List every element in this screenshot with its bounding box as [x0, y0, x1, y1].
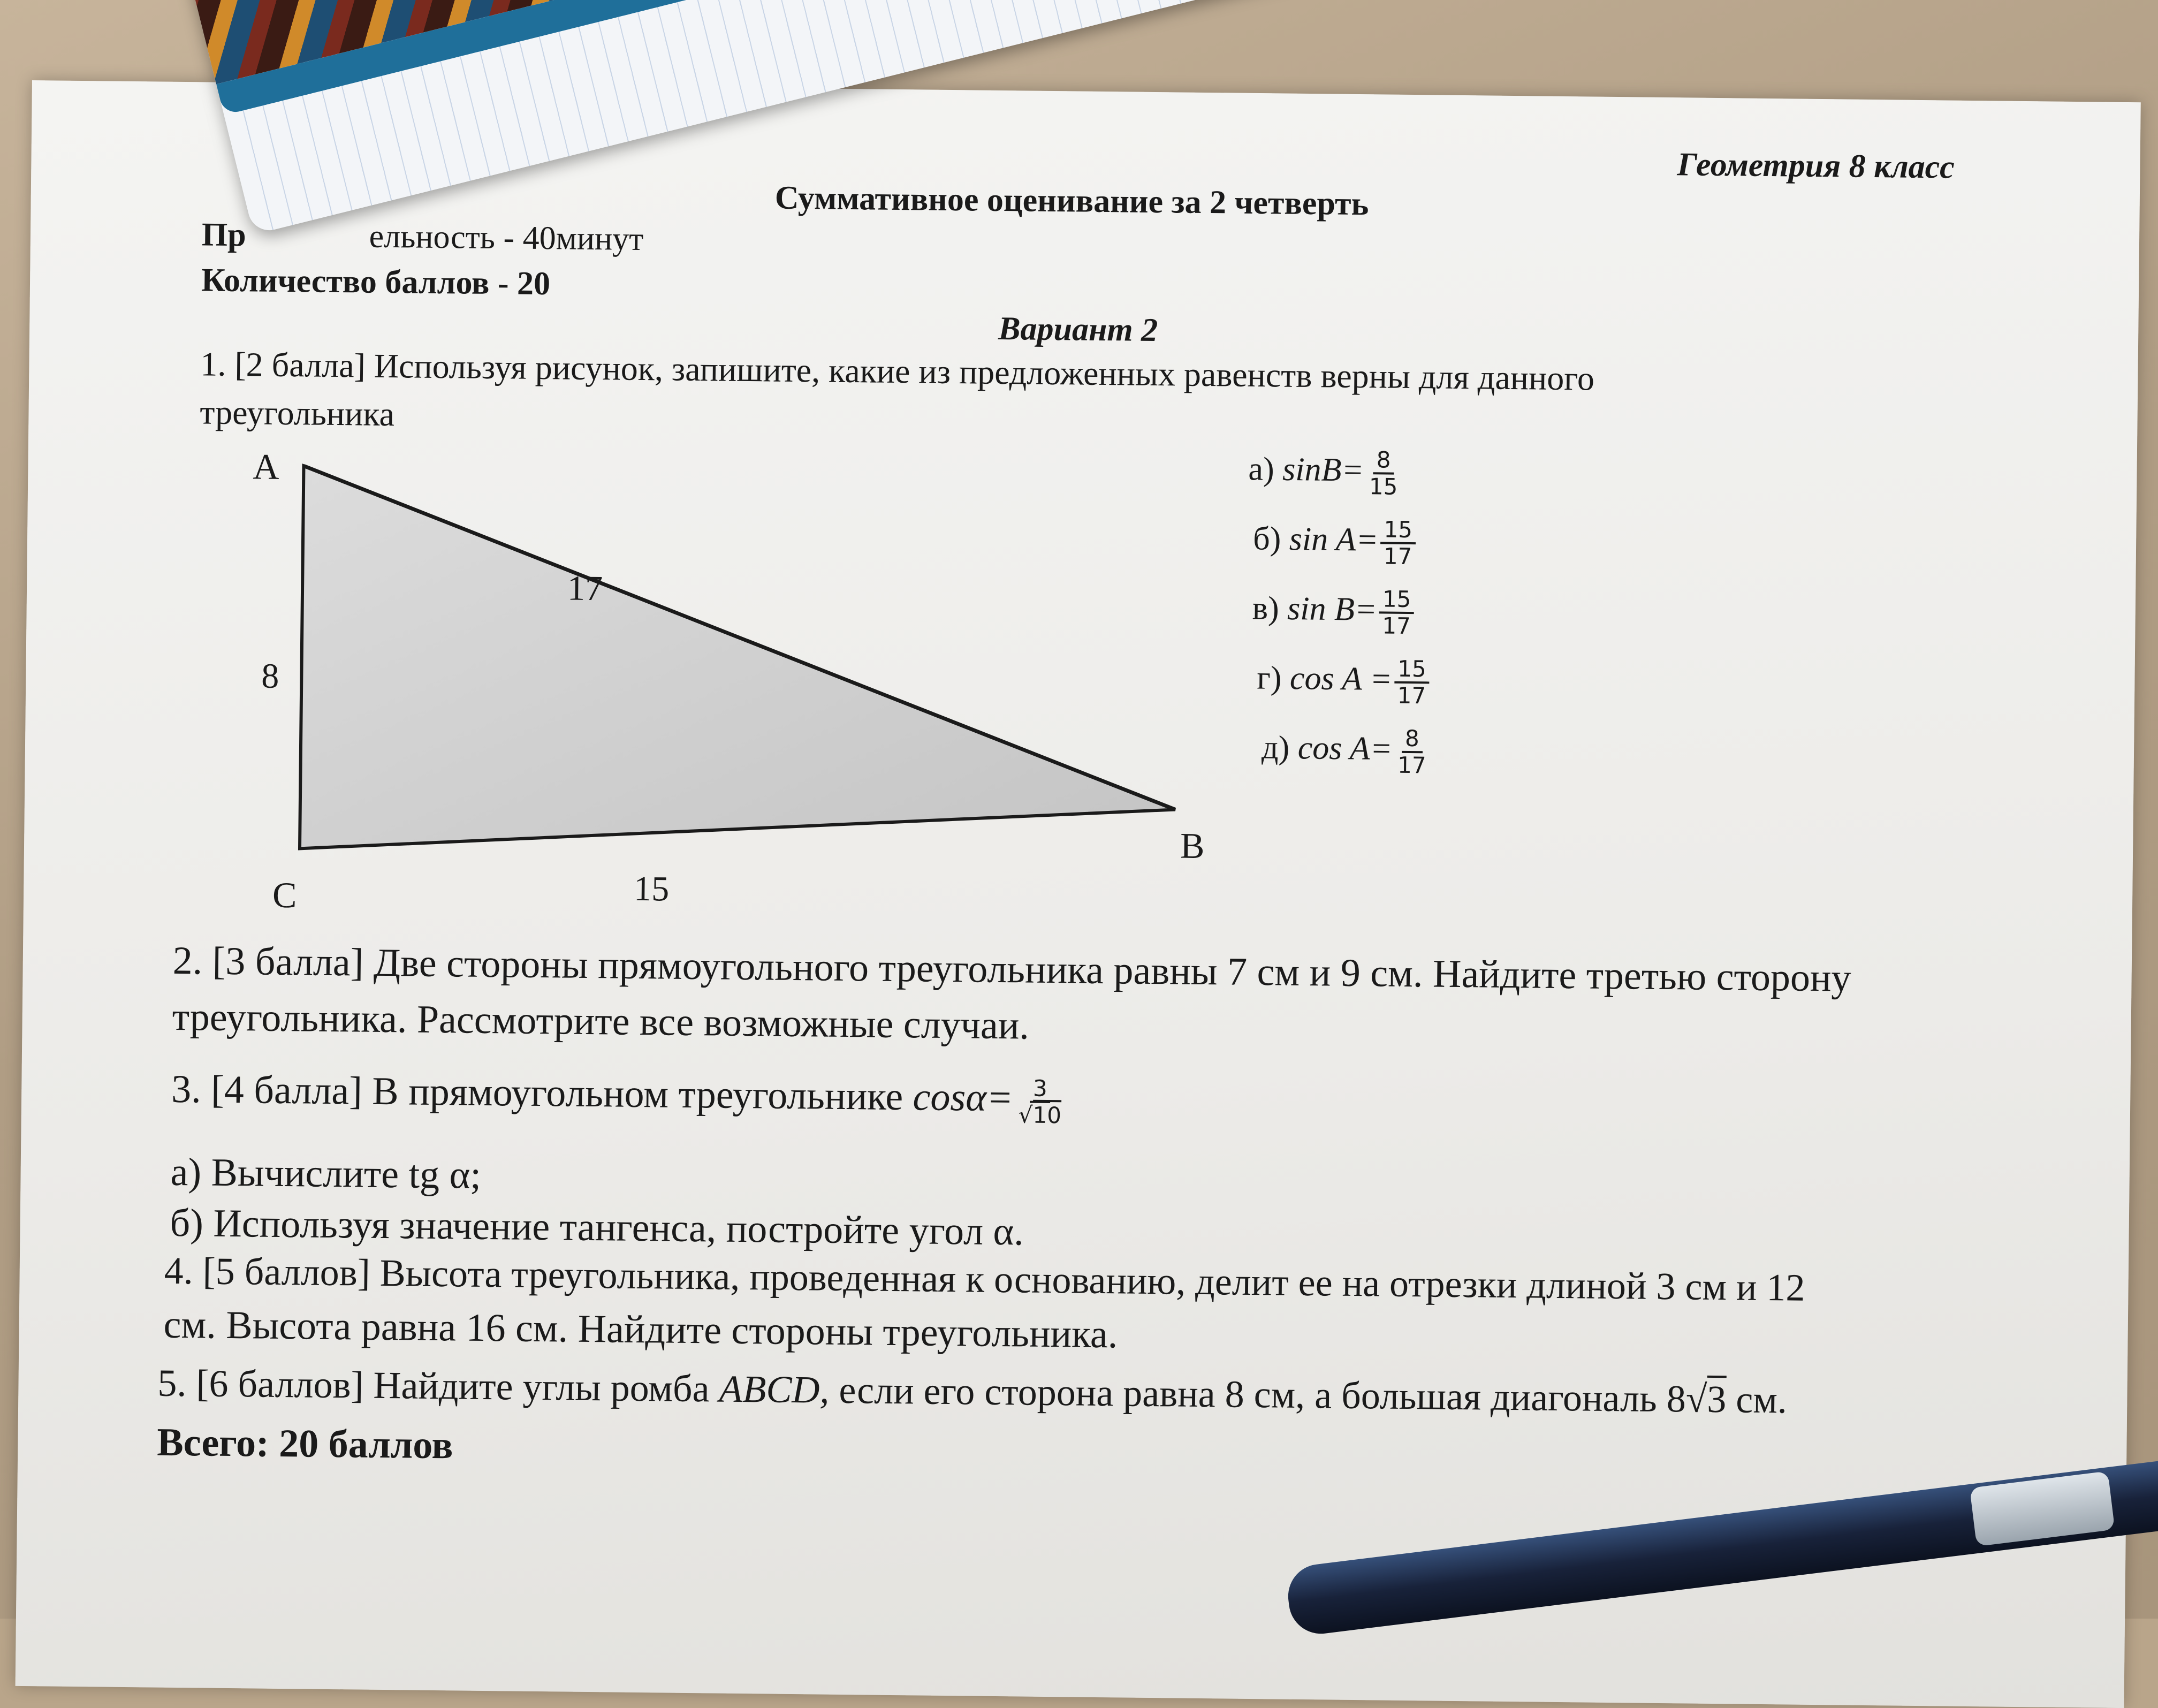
task3-item-b: б) Используя значение тангенса, постройте угол α. — [170, 1201, 1024, 1254]
worksheet-title: Суммативное оценивание за 2 четверть — [774, 179, 1369, 223]
task1-text-line1: 1. [2 балла] Используя рисунок, запишите, какие из предложенных равенств верны для данного — [200, 345, 1595, 398]
option-d-prefix: г) — [1257, 659, 1282, 696]
task2-line2: треугольника. Рассмотрите все возможные случаи. — [172, 995, 1030, 1048]
option-e-den: 17 — [1397, 751, 1426, 779]
task4-line1: 4. [5 баллов] Высота треугольника, проведенная к основанию, делит ее на отрезки длиной 3 см и 12 — [164, 1249, 1805, 1309]
vertex-b-label: B — [1180, 825, 1205, 867]
option-c — [1252, 586, 1414, 639]
task5-figure-name: ABCD, — [719, 1367, 830, 1411]
option-e — [1262, 725, 1430, 778]
option-a-num: 8 — [1373, 447, 1394, 475]
task5-text-pre: 5. [6 баллов] Найдите углы ромба — [157, 1361, 710, 1410]
task3-item-a: а) Вычислите tg α; — [170, 1150, 482, 1197]
points-line — [201, 261, 551, 303]
vertex-c-label: C — [272, 874, 297, 916]
side-cb-label: 15 — [633, 869, 670, 909]
option-b-fraction — [1380, 517, 1416, 569]
task5-radicand: 3 — [1707, 1376, 1727, 1421]
option-c-num: 15 — [1379, 587, 1415, 614]
option-e-num: 8 — [1402, 726, 1423, 754]
triangle-shape — [300, 466, 1179, 857]
vertex-a-label: A — [253, 446, 279, 487]
option-d-num: 15 — [1394, 657, 1430, 684]
task3-text: 3. [4 балла] В прямоугольном треугольнике — [171, 1067, 903, 1119]
option-c-fraction — [1379, 587, 1414, 639]
option-a — [1248, 446, 1401, 499]
task3-den — [1015, 1103, 1065, 1128]
option-a-fraction — [1366, 447, 1401, 499]
task3-line1 — [171, 1067, 1065, 1128]
task3-radicand: 10 — [1032, 1100, 1061, 1129]
task3-fraction — [1015, 1076, 1065, 1128]
subject-label: Геометрия 8 класс — [1677, 146, 1955, 186]
option-b-prefix: б) — [1252, 520, 1281, 557]
triangle-figure — [227, 436, 1302, 929]
worksheet-paper — [16, 80, 2141, 1708]
duration-visible: Пр — [201, 216, 247, 254]
option-e-expr: cos A= — [1297, 730, 1393, 768]
task5-unit: см. — [1735, 1378, 1788, 1422]
option-c-den: 17 — [1382, 612, 1411, 640]
task5-line — [157, 1361, 1787, 1423]
option-d — [1257, 655, 1430, 709]
option-b-num: 15 — [1380, 517, 1416, 544]
task1-text-line2: треугольника — [200, 393, 395, 434]
points-text: Количество баллов - 20 — [201, 262, 551, 302]
task3-num: 3 — [1030, 1076, 1051, 1103]
task4-line2: см. Высота равна 16 см. Найдите стороны треугольника. — [163, 1302, 1118, 1357]
option-c-prefix: в) — [1252, 590, 1280, 627]
option-a-prefix: а) — [1248, 451, 1275, 488]
variant-label: Вариант 2 — [998, 310, 1158, 349]
option-e-fraction — [1394, 726, 1430, 778]
option-d-fraction — [1394, 657, 1430, 709]
task2-line1: 2. [3 балла] Две стороны прямоугольного треугольника равны 7 см и 9 см. Найдите третью сторону — [172, 938, 1851, 1000]
side-ac-label: 8 — [261, 656, 279, 696]
task3-expr: cosα= — [913, 1075, 1014, 1120]
task5-text-post: если его сторона равна 8 см, а большая диагональ 8 — [839, 1368, 1686, 1421]
option-a-den: 15 — [1369, 473, 1398, 500]
option-c-expr: sin B= — [1287, 590, 1378, 628]
option-d-den: 17 — [1397, 682, 1426, 709]
option-a-expr: sinB= — [1282, 451, 1364, 489]
option-d-expr: cos A = — [1289, 660, 1393, 698]
total-points: Всего: 20 баллов — [156, 1420, 453, 1468]
option-b-den: 17 — [1383, 543, 1412, 570]
task5-radical: √ — [1685, 1377, 1707, 1421]
task3-radical: √ — [1018, 1102, 1033, 1128]
option-e-prefix: д) — [1261, 729, 1290, 766]
side-ab-label: 17 — [567, 568, 603, 609]
option-b — [1253, 516, 1416, 570]
duration-rest: ельность - 40минут — [369, 218, 644, 257]
option-b-expr: sin A= — [1289, 521, 1379, 558]
